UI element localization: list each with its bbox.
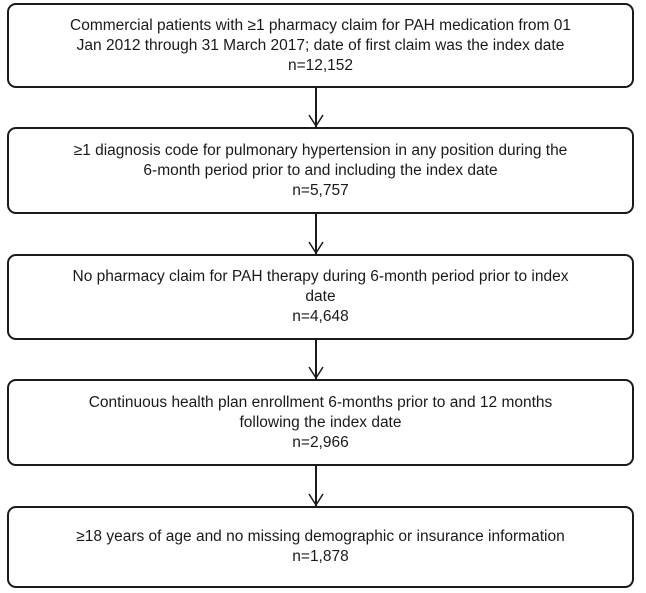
box-5-line-1: ≥18 years of age and no missing demographic or insurance information <box>76 528 565 545</box>
box-4-line-1: Continuous health plan enrollment 6-months prior to and 12 months <box>88 393 553 411</box>
arrow-head-icon <box>309 367 323 379</box>
flow-box-1 <box>7 3 634 88</box>
box-3-count: n=4,648 <box>292 308 349 325</box>
box-4-line-2: following the index date <box>239 413 402 431</box>
box-5-count: n=1,878 <box>292 548 349 565</box>
box-4-count: n=2,966 <box>292 433 349 451</box>
arrow-head-icon <box>309 242 323 254</box>
flow-box-2 <box>7 127 634 214</box>
box-1-line-2: Jan 2012 through 31 March 2017; date of first claim was the index date <box>76 36 565 54</box>
arrow-head-icon <box>309 494 323 506</box>
arrow-head-icon <box>309 115 323 127</box>
box-2-line-2: 6-month period prior to and including the index date <box>143 161 498 179</box>
flow-box-4 <box>7 379 634 466</box>
flow-box-3 <box>7 254 634 340</box>
box-2-line-1: ≥1 diagnosis code for pulmonary hypertension in any position during the <box>73 141 568 159</box>
box-1-line-1: Commercial patients with ≥1 pharmacy claim for PAH medication from 01 <box>70 16 571 34</box>
box-2-count: n=5,757 <box>292 181 349 199</box>
box-1-count: n=12,152 <box>287 56 354 74</box>
box-3-line-2: date <box>305 288 336 305</box>
flow-box-5 <box>7 506 634 588</box>
box-3-line-1: No pharmacy claim for PAH therapy during 6-month period prior to index <box>72 268 569 285</box>
